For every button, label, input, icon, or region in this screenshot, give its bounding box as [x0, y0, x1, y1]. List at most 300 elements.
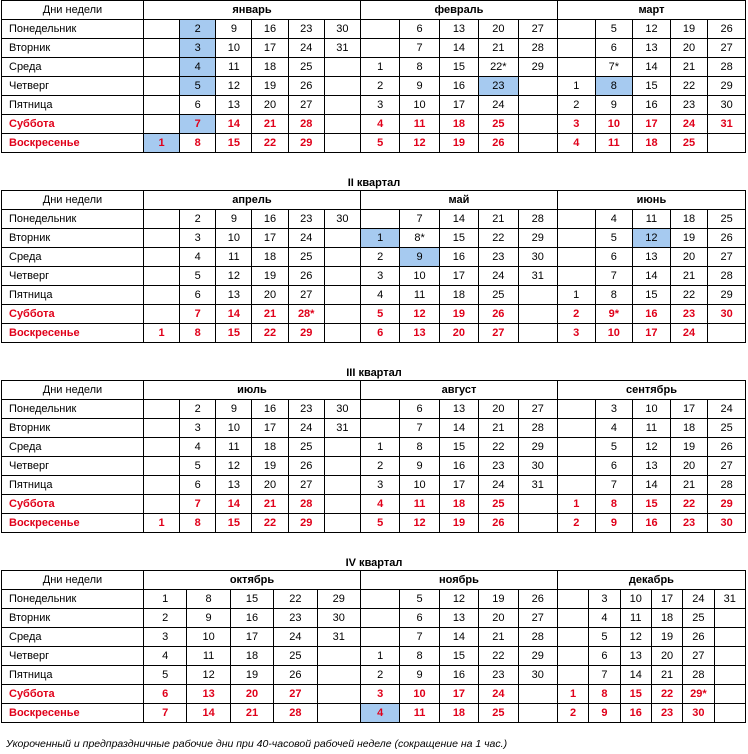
date-cell: 5: [589, 628, 620, 647]
date-cell: 28: [288, 495, 324, 514]
empty-cell: [144, 419, 180, 438]
date-cell: 6: [360, 324, 399, 343]
date-cell: 12: [216, 267, 252, 286]
empty-cell: [324, 286, 360, 305]
date-cell: 18: [439, 495, 478, 514]
date-cell: 14: [216, 115, 252, 134]
date-cell: 3: [360, 685, 399, 704]
date-cell: 21: [651, 666, 682, 685]
date-cell: 26: [518, 590, 557, 609]
date-cell: 24: [683, 590, 714, 609]
date-cell: 14: [633, 58, 671, 77]
date-cell: 16: [633, 514, 671, 533]
date-cell: 1: [557, 77, 595, 96]
date-cell: 31: [708, 115, 746, 134]
month-name: май: [360, 191, 557, 210]
date-cell: 16: [633, 305, 671, 324]
date-cell: 28: [518, 628, 557, 647]
date-cell: 3: [180, 229, 216, 248]
date-cell: 21: [670, 267, 708, 286]
date-cell: 7: [400, 628, 439, 647]
empty-cell: [324, 115, 360, 134]
date-cell: 25: [288, 58, 324, 77]
date-cell: 13: [187, 685, 230, 704]
date-cell: 10: [216, 419, 252, 438]
empty-cell: [324, 248, 360, 267]
date-cell: 9: [216, 400, 252, 419]
date-cell: 1: [557, 286, 595, 305]
date-cell: 24: [479, 476, 518, 495]
date-cell: 30: [708, 96, 746, 115]
empty-cell: [144, 457, 180, 476]
empty-cell: [317, 685, 360, 704]
date-cell: 21: [230, 704, 273, 723]
empty-cell: [144, 305, 180, 324]
date-cell: 19: [439, 514, 478, 533]
empty-cell: [144, 229, 180, 248]
date-cell: 24: [274, 628, 317, 647]
date-cell: 14: [633, 267, 671, 286]
date-cell: 5: [360, 305, 399, 324]
date-cell: 29: [288, 324, 324, 343]
empty-cell: [144, 210, 180, 229]
date-cell: 21: [252, 305, 288, 324]
date-cell: 22: [252, 324, 288, 343]
date-cell: 12: [400, 134, 439, 153]
date-cell: 27: [518, 20, 557, 39]
date-cell: 24: [288, 229, 324, 248]
date-cell: 2: [360, 248, 399, 267]
quarter-table: [1, 380, 746, 533]
date-cell: 7*: [595, 58, 633, 77]
date-cell: 8: [595, 77, 633, 96]
month-name: июль: [144, 381, 361, 400]
weekday-label: Четверг: [2, 647, 144, 666]
date-cell: 17: [633, 324, 671, 343]
date-cell: 23: [670, 514, 708, 533]
date-cell: 6: [144, 685, 187, 704]
date-cell: 20: [252, 286, 288, 305]
date-cell: 13: [633, 248, 671, 267]
date-cell: 20: [252, 476, 288, 495]
date-cell: 12: [633, 20, 671, 39]
empty-cell: [518, 324, 557, 343]
empty-cell: [144, 438, 180, 457]
date-cell: 7: [400, 39, 439, 58]
date-cell: 20: [479, 20, 518, 39]
date-cell: 6: [595, 39, 633, 58]
date-cell: 7: [144, 704, 187, 723]
date-cell: 9: [595, 514, 633, 533]
date-cell: 12: [620, 628, 651, 647]
date-cell: 8: [187, 590, 230, 609]
date-cell: 23: [479, 77, 518, 96]
date-cell: 2: [557, 514, 595, 533]
date-cell: 24: [288, 419, 324, 438]
empty-cell: [557, 666, 588, 685]
date-cell: 21: [479, 628, 518, 647]
date-cell: 1: [360, 438, 399, 457]
date-cell: 10: [400, 685, 439, 704]
date-cell: 30: [324, 400, 360, 419]
date-cell: 18: [439, 115, 478, 134]
date-cell: 4: [360, 704, 399, 723]
date-cell: 10: [620, 590, 651, 609]
empty-cell: [557, 476, 595, 495]
header-day-label: Дни недели: [2, 381, 144, 400]
date-cell: 2: [557, 704, 588, 723]
date-cell: 28: [518, 210, 557, 229]
weekday-label: Суббота: [2, 685, 144, 704]
date-cell: 26: [479, 134, 518, 153]
date-cell: 27: [288, 96, 324, 115]
date-cell: 22: [274, 590, 317, 609]
date-cell: 14: [216, 305, 252, 324]
weekday-label: Понедельник: [2, 20, 144, 39]
date-cell: 25: [288, 438, 324, 457]
date-cell: 20: [670, 39, 708, 58]
date-cell: 26: [288, 77, 324, 96]
date-cell: 26: [479, 305, 518, 324]
date-cell: 11: [620, 609, 651, 628]
date-cell: 2: [360, 457, 399, 476]
date-cell: 29: [518, 647, 557, 666]
date-cell: 10: [400, 96, 439, 115]
date-cell: 16: [252, 400, 288, 419]
weekday-label: Воскресенье: [2, 324, 144, 343]
empty-cell: [324, 514, 360, 533]
date-cell: 19: [252, 457, 288, 476]
date-cell: 8: [589, 685, 620, 704]
date-cell: 29: [288, 134, 324, 153]
date-cell: 13: [400, 324, 439, 343]
date-cell: 13: [216, 476, 252, 495]
date-cell: 17: [651, 590, 682, 609]
date-cell: 11: [633, 210, 671, 229]
empty-cell: [144, 267, 180, 286]
date-cell: 9: [400, 77, 439, 96]
month-name: сентябрь: [557, 381, 745, 400]
empty-cell: [144, 476, 180, 495]
date-cell: 21: [479, 210, 518, 229]
date-cell: 3: [557, 324, 595, 343]
date-cell: 20: [670, 457, 708, 476]
date-cell: 24: [479, 685, 518, 704]
date-cell: 1: [557, 495, 595, 514]
weekday-label: Воскресенье: [2, 134, 144, 153]
date-cell: 29: [708, 495, 746, 514]
date-cell: 31: [324, 39, 360, 58]
empty-cell: [557, 400, 595, 419]
date-cell: 20: [479, 609, 518, 628]
date-cell: 12: [216, 457, 252, 476]
date-cell: 15: [633, 495, 671, 514]
date-cell: 9: [400, 457, 439, 476]
date-cell: 24: [670, 115, 708, 134]
date-cell: 25: [708, 419, 746, 438]
date-cell: 25: [479, 286, 518, 305]
empty-cell: [144, 286, 180, 305]
date-cell: 9: [216, 210, 252, 229]
date-cell: 11: [400, 495, 439, 514]
date-cell: 9: [595, 96, 633, 115]
empty-cell: [557, 438, 595, 457]
date-cell: 4: [360, 115, 399, 134]
date-cell: 30: [324, 210, 360, 229]
date-cell: 24: [670, 324, 708, 343]
date-cell: 2: [180, 20, 216, 39]
date-cell: 18: [670, 419, 708, 438]
date-cell: 23: [288, 20, 324, 39]
date-cell: 19: [651, 628, 682, 647]
date-cell: 26: [683, 628, 714, 647]
date-cell: 15: [439, 438, 478, 457]
date-cell: 2: [180, 400, 216, 419]
date-cell: 25: [683, 609, 714, 628]
empty-cell: [518, 134, 557, 153]
date-cell: 24: [479, 267, 518, 286]
date-cell: 30: [683, 704, 714, 723]
empty-cell: [360, 20, 399, 39]
date-cell: 31: [324, 419, 360, 438]
empty-cell: [324, 476, 360, 495]
date-cell: 13: [216, 96, 252, 115]
date-cell: 15: [216, 324, 252, 343]
empty-cell: [557, 647, 588, 666]
empty-cell: [557, 210, 595, 229]
date-cell: 22: [479, 229, 518, 248]
date-cell: 4: [180, 248, 216, 267]
date-cell: 28: [708, 267, 746, 286]
date-cell: 29: [518, 438, 557, 457]
empty-cell: [360, 39, 399, 58]
date-cell: 4: [589, 609, 620, 628]
month-name: июнь: [557, 191, 745, 210]
date-cell: 27: [708, 39, 746, 58]
date-cell: 10: [400, 267, 439, 286]
date-cell: 29: [518, 229, 557, 248]
date-cell: 5: [400, 590, 439, 609]
date-cell: 8: [400, 438, 439, 457]
weekday-label: Пятница: [2, 666, 144, 685]
date-cell: 31: [518, 476, 557, 495]
date-cell: 29: [288, 514, 324, 533]
date-cell: 23: [288, 400, 324, 419]
empty-cell: [708, 134, 746, 153]
weekday-label: Понедельник: [2, 210, 144, 229]
empty-cell: [557, 267, 595, 286]
weekday-label: Вторник: [2, 609, 144, 628]
date-cell: 20: [230, 685, 273, 704]
date-cell: 10: [216, 39, 252, 58]
date-cell: 4: [180, 438, 216, 457]
date-cell: 11: [633, 419, 671, 438]
date-cell: 25: [288, 248, 324, 267]
date-cell: 25: [479, 704, 518, 723]
date-cell: 26: [288, 267, 324, 286]
empty-cell: [144, 248, 180, 267]
date-cell: 13: [439, 609, 478, 628]
date-cell: 16: [439, 248, 478, 267]
weekday-label: Среда: [2, 628, 144, 647]
date-cell: 9: [589, 704, 620, 723]
date-cell: 10: [595, 115, 633, 134]
date-cell: 22: [670, 286, 708, 305]
empty-cell: [324, 457, 360, 476]
date-cell: 17: [439, 476, 478, 495]
date-cell: 6: [180, 286, 216, 305]
date-cell: 12: [633, 229, 671, 248]
empty-cell: [708, 324, 746, 343]
date-cell: 16: [252, 210, 288, 229]
empty-cell: [557, 248, 595, 267]
empty-cell: [518, 96, 557, 115]
empty-cell: [518, 77, 557, 96]
date-cell: 9*: [595, 305, 633, 324]
empty-cell: [144, 20, 180, 39]
date-cell: 4: [180, 58, 216, 77]
date-cell: 25: [274, 647, 317, 666]
date-cell: 7: [595, 267, 633, 286]
date-cell: 19: [670, 229, 708, 248]
empty-cell: [557, 39, 595, 58]
date-cell: 21: [670, 476, 708, 495]
date-cell: 14: [439, 628, 478, 647]
date-cell: 19: [230, 666, 273, 685]
date-cell: 11: [400, 115, 439, 134]
date-cell: 3: [180, 419, 216, 438]
empty-cell: [714, 704, 745, 723]
date-cell: 30: [324, 20, 360, 39]
empty-cell: [714, 647, 745, 666]
date-cell: 5: [595, 20, 633, 39]
date-cell: 4: [557, 134, 595, 153]
date-cell: 18: [670, 210, 708, 229]
date-cell: 22: [479, 647, 518, 666]
date-cell: 3: [360, 267, 399, 286]
date-cell: 2: [557, 96, 595, 115]
date-cell: 6: [595, 248, 633, 267]
date-cell: 29*: [683, 685, 714, 704]
date-cell: 4: [595, 210, 633, 229]
date-cell: 19: [252, 77, 288, 96]
weekday-label: Пятница: [2, 286, 144, 305]
date-cell: 29: [317, 590, 360, 609]
date-cell: 16: [252, 20, 288, 39]
date-cell: 2: [360, 77, 399, 96]
weekday-label: Пятница: [2, 476, 144, 495]
date-cell: 18: [230, 647, 273, 666]
date-cell: 15: [230, 590, 273, 609]
date-cell: 8: [595, 286, 633, 305]
date-cell: 19: [670, 438, 708, 457]
footnote: Укороченный и предпраздничные рабочие дни при 40-часовой рабочей неделе (сокращение на 1 час.): [6, 738, 508, 750]
date-cell: 7: [180, 495, 216, 514]
date-cell: 10: [187, 628, 230, 647]
date-cell: 21: [252, 495, 288, 514]
date-cell: 22: [670, 495, 708, 514]
empty-cell: [144, 39, 180, 58]
date-cell: 2: [557, 305, 595, 324]
empty-cell: [324, 324, 360, 343]
empty-cell: [144, 58, 180, 77]
date-cell: 17: [439, 267, 478, 286]
date-cell: 29: [708, 77, 746, 96]
date-cell: 16: [439, 77, 478, 96]
quarter-title: IV квартал: [345, 557, 403, 569]
empty-cell: [557, 457, 595, 476]
date-cell: 17: [252, 229, 288, 248]
weekday-label: Четверг: [2, 457, 144, 476]
date-cell: 16: [230, 609, 273, 628]
date-cell: 11: [400, 704, 439, 723]
empty-cell: [518, 685, 557, 704]
date-cell: 21: [252, 115, 288, 134]
empty-cell: [557, 590, 588, 609]
date-cell: 12: [439, 590, 478, 609]
date-cell: 14: [439, 419, 478, 438]
date-cell: 27: [288, 286, 324, 305]
empty-cell: [144, 77, 180, 96]
date-cell: 8: [180, 514, 216, 533]
weekday-label: Воскресенье: [2, 514, 144, 533]
date-cell: 27: [518, 609, 557, 628]
weekday-label: Четверг: [2, 267, 144, 286]
empty-cell: [324, 96, 360, 115]
quarter-table: [1, 190, 746, 343]
date-cell: 25: [670, 134, 708, 153]
date-cell: 3: [144, 628, 187, 647]
month-name: январь: [144, 1, 361, 20]
date-cell: 3: [589, 590, 620, 609]
date-cell: 27: [479, 324, 518, 343]
date-cell: 23: [288, 210, 324, 229]
date-cell: 27: [288, 476, 324, 495]
month-name: август: [360, 381, 557, 400]
empty-cell: [324, 58, 360, 77]
month-name: февраль: [360, 1, 557, 20]
weekday-label: Суббота: [2, 305, 144, 324]
date-cell: 20: [252, 96, 288, 115]
empty-cell: [518, 514, 557, 533]
date-cell: 16: [439, 666, 478, 685]
date-cell: 2: [144, 609, 187, 628]
empty-cell: [144, 495, 180, 514]
date-cell: 21: [670, 58, 708, 77]
empty-cell: [360, 590, 399, 609]
date-cell: 17: [252, 419, 288, 438]
date-cell: 22*: [479, 58, 518, 77]
empty-cell: [714, 666, 745, 685]
quarter-table: [1, 0, 746, 153]
weekday-label: Суббота: [2, 115, 144, 134]
date-cell: 7: [180, 115, 216, 134]
empty-cell: [557, 628, 588, 647]
date-cell: 28: [518, 39, 557, 58]
empty-cell: [144, 115, 180, 134]
date-cell: 2: [360, 666, 399, 685]
date-cell: 5: [360, 514, 399, 533]
date-cell: 26: [708, 20, 746, 39]
date-cell: 31: [317, 628, 360, 647]
empty-cell: [317, 704, 360, 723]
date-cell: 6: [180, 96, 216, 115]
date-cell: 15: [439, 229, 478, 248]
date-cell: 8: [595, 495, 633, 514]
date-cell: 15: [633, 77, 671, 96]
date-cell: 9: [187, 609, 230, 628]
empty-cell: [324, 77, 360, 96]
